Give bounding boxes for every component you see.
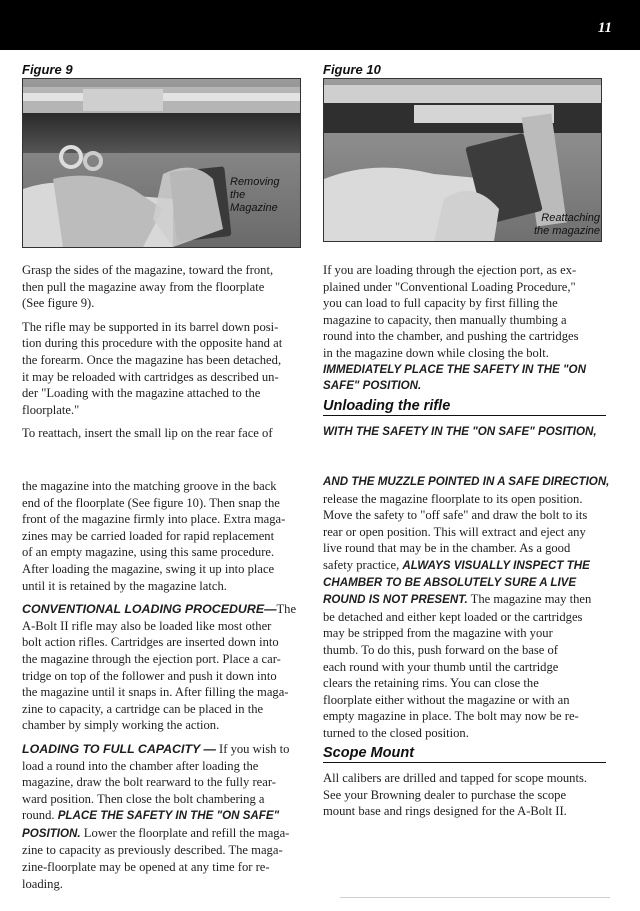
text-line: be detached and either kept loaded or the cartridges (323, 609, 583, 624)
text-line: To reattach, insert the small lip on the rear face of (22, 426, 273, 441)
text-line: ward position. Then close the bolt chambering a (22, 791, 265, 806)
paragraph (22, 741, 310, 892)
lead-in: CONVENTIONAL LOADING PROCEDURE— (22, 602, 277, 617)
left-column-top (22, 262, 307, 449)
heading-scope-mount: Scope Mount (323, 745, 606, 763)
text-line: tridge on top of the follower and push it down into (22, 668, 277, 683)
text-line: clears the retaining rims. You can close the (323, 676, 539, 691)
text-fragment: If you wish to (215, 741, 290, 756)
emphasis-fragment: PLACE THE SAFETY IN THE "ON SAFE" (57, 809, 280, 823)
paragraph (22, 425, 307, 442)
text-line: mount base and rings designed for the A-Bolt II. (323, 804, 567, 819)
text-line: bolt action rifles. Cartridges are inserted down into (22, 635, 279, 650)
text-line: the forearm. Once the magazine has been detached, (22, 352, 282, 367)
emphasis-fragment: POSITION. (22, 826, 81, 840)
text-line: Grasp the sides of the magazine, toward the front, (22, 263, 274, 277)
text-line: After loading the magazine, swing it up into place (22, 561, 275, 576)
caption-line: Reattaching (541, 212, 600, 224)
text-line: of an empty magazine, using this same procedure. (22, 545, 275, 560)
text-line: der "Loading with the magazine attached to the (22, 386, 261, 401)
figure-10-label: Figure 10 (323, 62, 381, 77)
text-line: turned to the closed position. (323, 725, 469, 740)
text-line: zine-floorplate may be opened at any time for re- (22, 860, 270, 875)
text-line: round into the chamber, and pushing the cartridges (323, 329, 579, 344)
figure-10-caption (530, 212, 600, 238)
text-fragment: The (276, 602, 297, 617)
text-line: chamber by simply working the action. (22, 718, 220, 733)
text-line: the magazine through the ejection port. Place a car- (22, 651, 281, 666)
right-column-top (323, 262, 608, 395)
text-line: the magazine until it snaps in. After filling the maga- (22, 685, 289, 700)
text-line: magazine to capacity, then manually thumbing a (323, 312, 567, 327)
heading-unloading: Unloading the rifle (323, 398, 606, 416)
text-line: plained under "Conventional Loading Procedure," (323, 279, 576, 294)
text-line: zines may be carried loaded for rapid replacement (22, 528, 275, 543)
paragraph (323, 262, 608, 395)
emphasis-fragment: ALWAYS VISUALLY INSPECT THE (402, 558, 590, 572)
text-fragment: safety practice, (323, 557, 403, 572)
text-line: live round that may be in the chamber. As a good (323, 541, 571, 556)
text-line: thumb. To do this, push forward on the base of (323, 642, 558, 657)
caption-line: the magazine (533, 225, 600, 237)
paragraph (22, 601, 310, 734)
caption-line: Magazine (230, 202, 278, 214)
emphasis-line: SAFE" POSITION. (323, 379, 422, 393)
text-line: See your Browning dealer to purchase the scope (323, 787, 567, 802)
text-line: All calibers are drilled and tapped for scope mounts. (323, 771, 588, 785)
text-fragment: Lower the floorplate and refill the maga- (80, 825, 290, 840)
paragraph (22, 478, 310, 594)
page-number: 11 (597, 20, 612, 36)
text-line: may be stripped from the magazine with your (323, 626, 553, 641)
figure-9-photo (22, 78, 301, 248)
paragraph (22, 319, 307, 419)
text-line: The rifle may be supported in its barrel down posi- (22, 319, 279, 334)
caption-line: the (230, 189, 246, 201)
paragraph (22, 262, 307, 312)
text-line: zine to capacity as previously described. The maga- (22, 843, 283, 858)
text-line: end of the floorplate (See figure 10). Then snap the (22, 495, 280, 510)
text-line: you can load to full capacity by first filling the (323, 296, 558, 311)
unloading-subhead: WITH THE SAFETY IN THE "ON SAFE" POSITION, (323, 425, 597, 438)
figure-9-caption (230, 176, 296, 215)
caption-line: Removing (230, 176, 280, 188)
text-line: Move the safety to "off safe" and draw the bolt to its (323, 508, 588, 523)
text-line: empty magazine in place. The bolt may now be re- (323, 709, 579, 724)
emphasis-line: AND THE MUZZLE POINTED IN A SAFE DIRECTION, (323, 475, 610, 488)
text-line: front of the magazine firmly into place. Extra maga- (22, 512, 286, 527)
text-line: until it is retained by the magazine latch. (22, 578, 227, 593)
text-line: A-Bolt II rifle may also be loaded like most other (22, 618, 272, 633)
emphasis-fragment: ROUND IS NOT PRESENT. (323, 593, 468, 607)
text-line: floorplate either without the magazine or with an (323, 692, 570, 707)
text-line: zine to capacity, a cartridge can be placed in the (22, 701, 264, 716)
text-line: rear or open position. This will extract and eject any (323, 524, 586, 539)
text-line: then pull the magazine away from the floorplate (22, 279, 265, 294)
figure-9-label: Figure 9 (22, 62, 73, 77)
emphasis-line: IMMEDIATELY PLACE THE SAFETY IN THE "ON (323, 362, 586, 376)
footer-rule (340, 897, 610, 898)
text-line: tion during this procedure with the opposite hand at (22, 336, 283, 351)
text-line: in the magazine down while closing the bolt. (323, 345, 549, 360)
emphasis-line: CHAMBER TO BE ABSOLUTELY SURE A LIVE (323, 575, 577, 589)
text-line: it may be reloaded with cartridges as described un- (22, 369, 279, 384)
left-column-bottom (22, 478, 310, 899)
scope-mount-text (323, 770, 611, 820)
text-line: load a round into the chamber after loading the (22, 758, 259, 773)
text-fragment: round. (22, 808, 58, 823)
text-line: release the magazine floorplate to its open position. (323, 491, 583, 506)
text-line: loading. (22, 876, 63, 891)
text-line: each round with your thumb until the cartridge (323, 659, 559, 674)
page-header-bar (0, 0, 640, 50)
text-fragment: The magazine may then (467, 592, 592, 607)
text-line: the magazine into the matching groove in the back (22, 479, 277, 493)
text-line: If you are loading through the ejection port, as ex- (323, 263, 577, 277)
text-line: (See figure 9). (22, 296, 95, 311)
right-column-bottom (323, 474, 611, 742)
text-line: floorplate." (22, 402, 80, 417)
text-line: magazine, draw the bolt rearward to the fully rear- (22, 775, 276, 790)
lead-in: LOADING TO FULL CAPACITY — (22, 741, 216, 756)
paragraph (323, 474, 611, 742)
